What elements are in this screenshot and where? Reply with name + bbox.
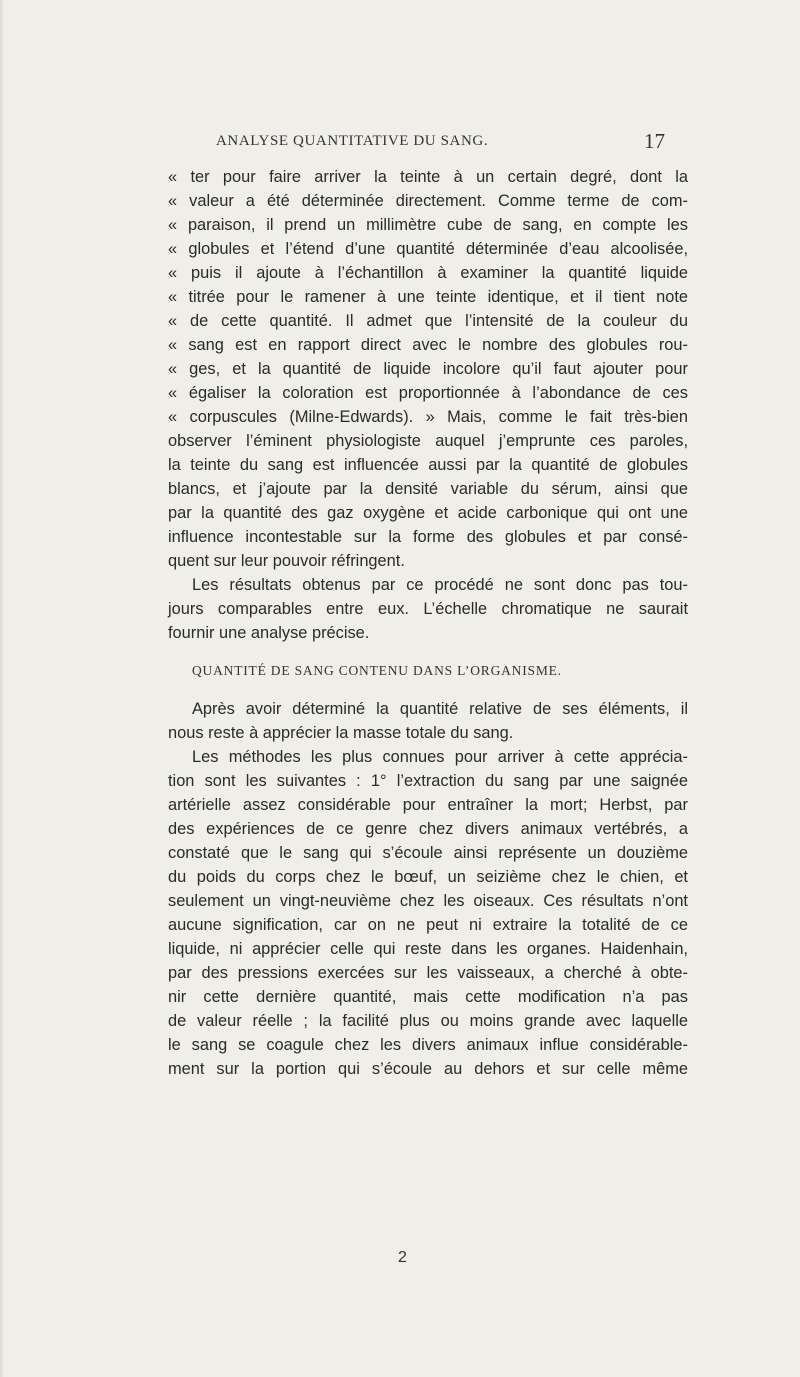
section-heading: QUANTITÉ DE SANG CONTENU DANS L’ORGANISME.: [192, 663, 562, 678]
text-line: liquide, ni apprécier celle qui reste dans les organes. Haidenhain,: [168, 940, 688, 958]
text-line: « de cette quantité. Il admet que l’intensité de la couleur du: [168, 312, 688, 330]
text-line: « égaliser la coloration est proportionnée à l’abondance de ces: [168, 384, 688, 402]
header-title: ANALYSE QUANTITATIVE DU SANG.: [216, 133, 489, 149]
text-line: jours comparables entre eux. L’échelle chromatique ne saurait: [168, 600, 688, 618]
body-text: [168, 165, 688, 1081]
text-line: aucune signification, car on ne peut ni extraire la totalité de ce: [168, 916, 688, 934]
signature-mark: 2: [398, 1249, 407, 1266]
text-line: influence incontestable sur la forme des globules et par consé-: [168, 528, 688, 546]
text-line: quent sur leur pouvoir réfringent.: [168, 552, 405, 570]
text-line: constaté que le sang qui s’écoule ainsi représente un douzième: [168, 844, 688, 862]
text-line: Les méthodes les plus connues pour arriver à cette apprécia-: [192, 748, 688, 766]
page-number: 17: [644, 129, 665, 153]
text-line: « valeur a été déterminée directement. Comme terme de com-: [168, 192, 688, 210]
text-line: artérielle assez considérable pour entraîner la mort; Herbst, par: [168, 796, 688, 814]
text-line: le sang se coagule chez les divers animaux influe considérable-: [168, 1036, 688, 1054]
text-line: « corpuscules (Milne-Edwards). » Mais, comme le fait très-bien: [168, 408, 688, 426]
text-line: des expériences de ce genre chez divers animaux vertébrés, a: [168, 820, 688, 838]
text-line: observer l’éminent physiologiste auquel j’emprunte ces paroles,: [168, 432, 688, 450]
text-line: nir cette dernière quantité, mais cette modification n’a pas: [168, 988, 688, 1006]
text-section-2: [168, 697, 688, 1081]
text-line: par des pressions exercées sur les vaisseaux, a cherché à obte-: [168, 964, 688, 982]
text-line: « sang est en rapport direct avec le nombre des globules rou-: [168, 336, 688, 354]
text-line: « paraison, il prend un millimètre cube de sang, en compte les: [168, 216, 688, 234]
text-line: Les résultats obtenus par ce procédé ne sont donc pas tou-: [192, 576, 688, 594]
text-section-1: [168, 165, 688, 645]
text-line: « puis il ajoute à l’échantillon à examiner la quantité liquide: [168, 264, 688, 282]
text-line: du poids du corps chez le bœuf, un seizième chez le chien, et: [168, 868, 688, 886]
text-line: de valeur réelle ; la facilité plus ou moins grande avec laquelle: [168, 1012, 688, 1030]
text-line: « ges, et la quantité de liquide incolore qu’il faut ajouter pour: [168, 360, 688, 378]
running-header: [0, 129, 800, 157]
text-line: blancs, et j’ajoute par la densité variable du sérum, ainsi que: [168, 480, 688, 498]
text-line: seulement un vingt-neuvième chez les oiseaux. Ces résultats n’ont: [168, 892, 688, 910]
text-line: fournir une analyse précise.: [168, 624, 370, 642]
text-line: Après avoir déterminé la quantité relative de ses éléments, il: [192, 700, 688, 718]
text-line: ment sur la portion qui s’écoule au dehors et sur celle même: [168, 1060, 688, 1078]
text-line: nous reste à apprécier la masse totale du sang.: [168, 724, 514, 742]
page-edge: [0, 0, 4, 1377]
text-line: « titrée pour le ramener à une teinte identique, et il tient note: [168, 288, 688, 306]
text-line: la teinte du sang est influencée aussi par la quantité de globules: [168, 456, 688, 474]
text-line: « ter pour faire arriver la teinte à un certain degré, dont la: [168, 168, 688, 186]
text-line: par la quantité des gaz oxygène et acide carbonique qui ont une: [168, 504, 688, 522]
text-line: « globules et l’étend d’une quantité déterminée d’eau alcoolisée,: [168, 240, 688, 258]
text-line: tion sont les suivantes : 1° l’extraction du sang par une saignée: [168, 772, 688, 790]
